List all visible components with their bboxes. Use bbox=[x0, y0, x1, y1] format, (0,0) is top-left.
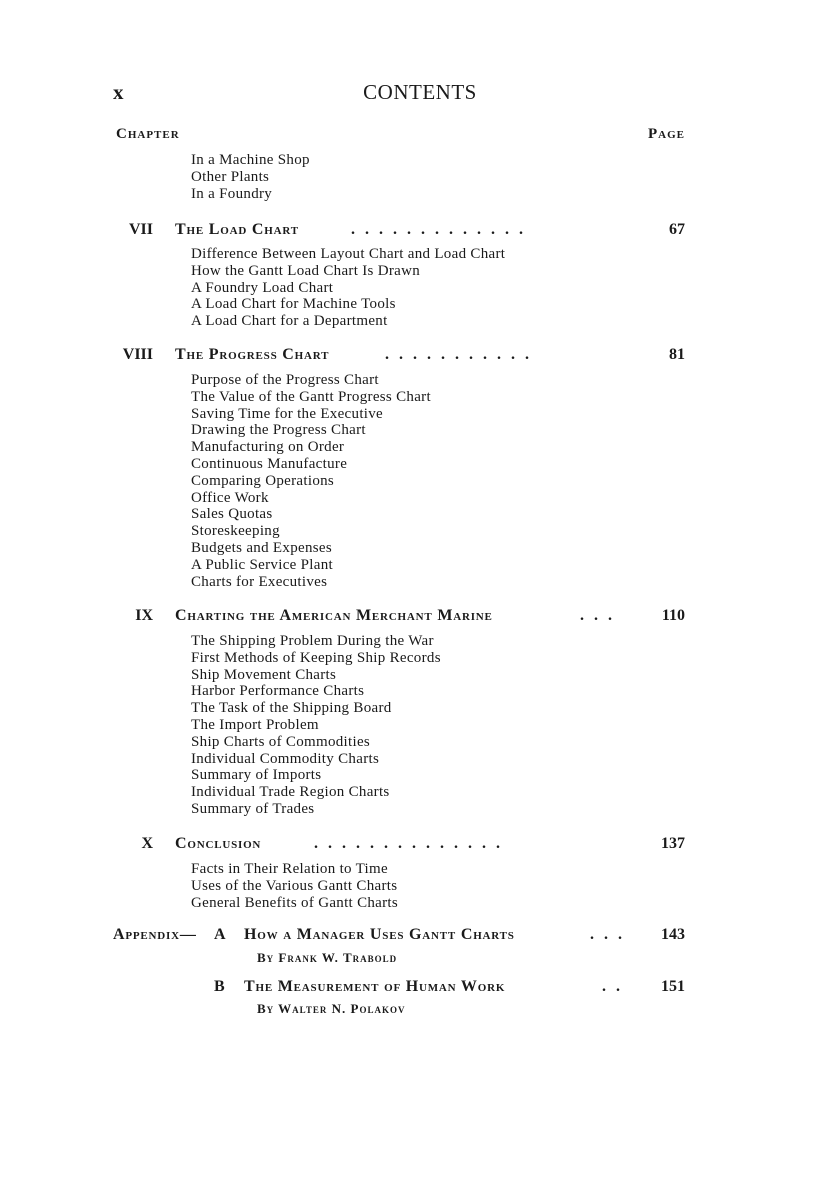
subsection-item: A Foundry Load Chart bbox=[191, 279, 334, 296]
appendix-byline: By Walter N. Polakov bbox=[257, 1001, 406, 1016]
subsection-item: Budgets and Expenses bbox=[191, 539, 332, 556]
subsection-item: Ship Movement Charts bbox=[191, 666, 337, 683]
subsection-item: The Value of the Gantt Progress Chart bbox=[191, 388, 431, 405]
chapter-page: 81 bbox=[669, 346, 685, 363]
appendix-title: How a Manager Uses Gantt Charts bbox=[244, 926, 515, 943]
appendix-label: Appendix— bbox=[113, 926, 197, 943]
subsection-item: Individual Commodity Charts bbox=[191, 750, 380, 767]
subsection-item: The Import Problem bbox=[191, 716, 319, 733]
dot-leader: ............. bbox=[351, 221, 533, 238]
appendix-row-b bbox=[0, 978, 840, 1000]
chapter-title: Conclusion bbox=[175, 835, 262, 852]
subsection-item: Storeskeeping bbox=[191, 523, 280, 540]
subsection-item: Individual Trade Region Charts bbox=[191, 784, 390, 801]
subsection-item: Charts for Executives bbox=[191, 573, 328, 590]
chapter-page: 67 bbox=[669, 221, 685, 238]
chapter-title: The Load Chart bbox=[175, 221, 299, 238]
continued-subsections bbox=[191, 152, 310, 202]
chapter-row-ix bbox=[0, 607, 840, 629]
subsection-item: Summary of Imports bbox=[191, 767, 322, 784]
chapter-page: 137 bbox=[661, 835, 685, 852]
chapter-x-subsections bbox=[191, 861, 398, 911]
dot-leader: ... bbox=[590, 926, 632, 943]
page-column-label: Page bbox=[648, 126, 685, 142]
page-numeral: x bbox=[113, 80, 124, 104]
subsection-item: A Public Service Plant bbox=[191, 556, 334, 573]
chapter-numeral: IX bbox=[135, 607, 153, 624]
subsection-item: Comparing Operations bbox=[191, 472, 335, 489]
chapter-ix-subsections bbox=[191, 633, 441, 818]
chapter-numeral: X bbox=[141, 835, 153, 852]
subsection-item: Continuous Manufacture bbox=[191, 455, 348, 472]
subsection-item: In a Machine Shop bbox=[191, 152, 310, 168]
subsection-item: Summary of Trades bbox=[191, 800, 315, 817]
subsection-item: The Shipping Problem During the War bbox=[191, 633, 434, 649]
subsection-item: Ship Charts of Commodities bbox=[191, 733, 371, 750]
subsection-item: Facts in Their Relation to Time bbox=[191, 861, 388, 877]
subsection-item: General Benefits of Gantt Charts bbox=[191, 894, 399, 911]
subsection-item: Office Work bbox=[191, 489, 269, 506]
chapter-row-x bbox=[0, 835, 840, 857]
chapter-viii-subsections bbox=[191, 372, 431, 590]
chapter-column-label: Chapter bbox=[116, 126, 180, 142]
appendix-title: The Measurement of Human Work bbox=[244, 978, 506, 995]
dot-leader: ... bbox=[580, 607, 622, 624]
subsection-item: A Load Chart for a Department bbox=[191, 313, 388, 330]
appendix-letter: A bbox=[214, 926, 227, 943]
appendix-page: 143 bbox=[661, 926, 685, 943]
subsection-item: Uses of the Various Gantt Charts bbox=[191, 877, 398, 894]
subsection-item: Other Plants bbox=[191, 168, 270, 185]
chapter-numeral: VIII bbox=[122, 346, 153, 363]
appendix-page: 151 bbox=[661, 978, 685, 995]
subsection-item: In a Foundry bbox=[191, 185, 273, 202]
chapter-row-vii bbox=[0, 221, 840, 243]
subsection-item: The Task of the Shipping Board bbox=[191, 700, 392, 717]
chapter-vii-subsections bbox=[191, 246, 505, 330]
subsection-item: A Load Chart for Machine Tools bbox=[191, 296, 396, 313]
dot-leader: .. bbox=[602, 978, 630, 995]
subsection-item: First Methods of Keeping Ship Records bbox=[191, 649, 441, 666]
subsection-item: Sales Quotas bbox=[191, 506, 273, 523]
dot-leader: ........... bbox=[385, 346, 539, 363]
appendix-letter: B bbox=[214, 978, 226, 995]
chapter-title: The Progress Chart bbox=[175, 346, 330, 363]
subsection-item: How the Gantt Load Chart Is Drawn bbox=[191, 262, 421, 279]
subsection-item: Difference Between Layout Chart and Load Chart bbox=[191, 246, 506, 262]
chapter-title: Charting the American Merchant Marine bbox=[175, 607, 493, 624]
running-head-title: CONTENTS bbox=[363, 80, 477, 104]
chapter-page: 110 bbox=[661, 607, 685, 624]
subsection-item: Saving Time for the Executive bbox=[191, 405, 384, 422]
subsection-item: Purpose of the Progress Chart bbox=[191, 372, 379, 388]
subsection-item: Drawing the Progress Chart bbox=[191, 422, 366, 439]
dot-leader: .............. bbox=[314, 835, 510, 852]
appendix-byline: By Frank W. Trabold bbox=[257, 950, 398, 965]
subsection-item: Harbor Performance Charts bbox=[191, 683, 365, 700]
subsection-item: Manufacturing on Order bbox=[191, 439, 345, 456]
appendix-row-a bbox=[0, 926, 840, 948]
chapter-numeral: VII bbox=[128, 221, 153, 238]
chapter-row-viii bbox=[0, 346, 840, 368]
